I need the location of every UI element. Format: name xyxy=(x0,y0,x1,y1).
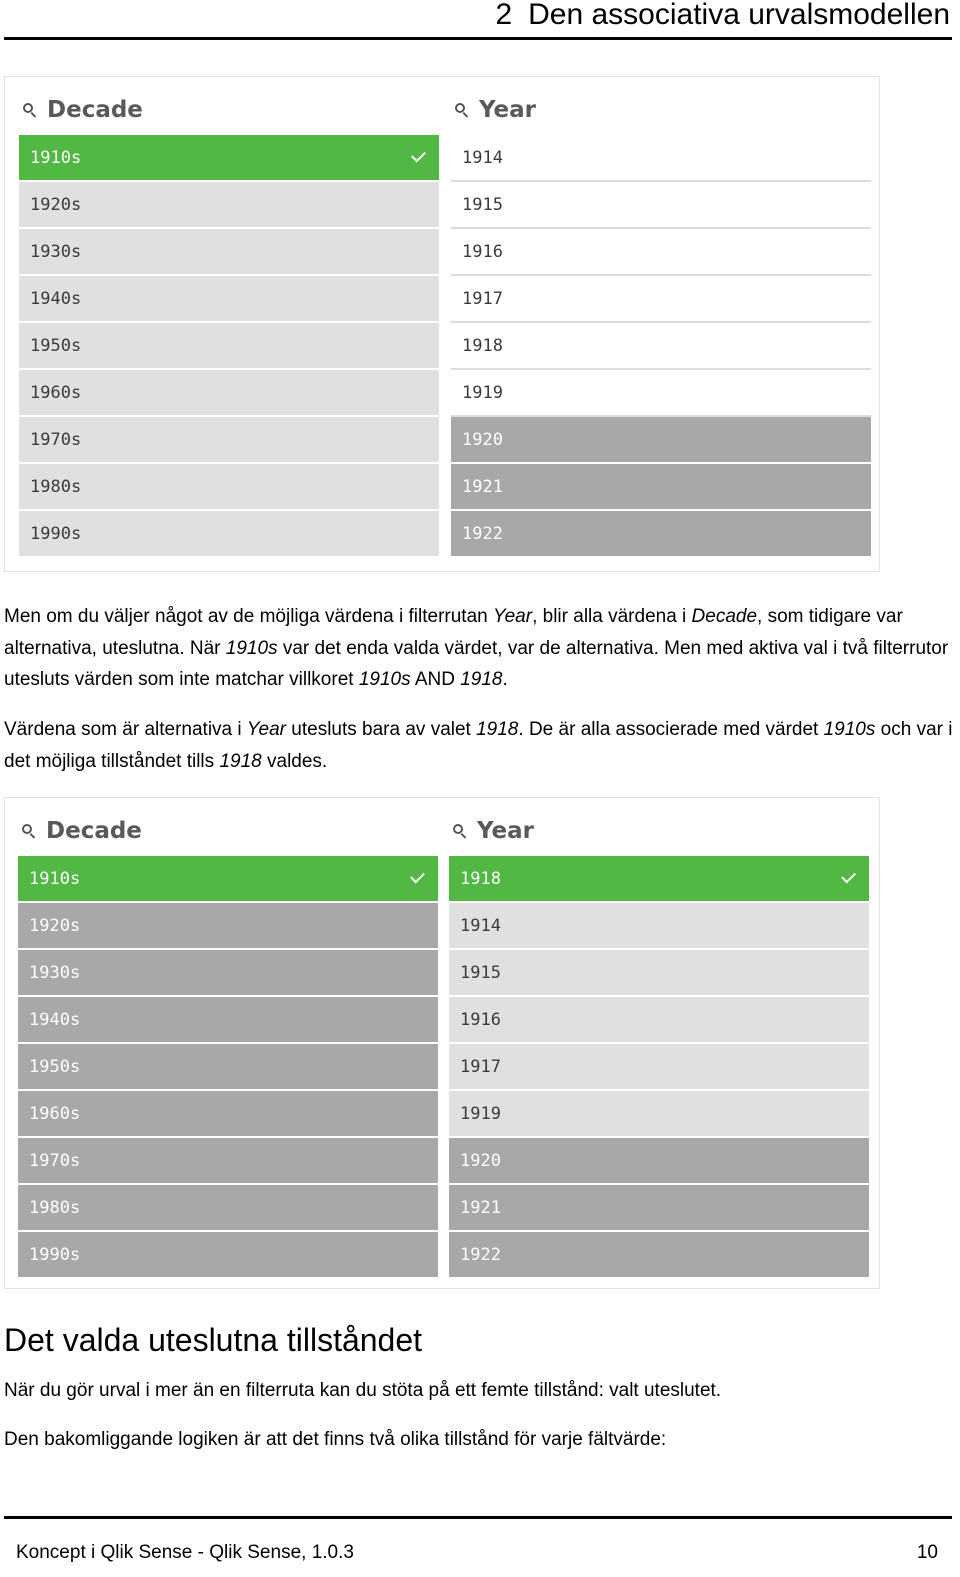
list-item-label: 1914 xyxy=(460,915,501,936)
list-item-excluded[interactable] xyxy=(18,997,438,1042)
list-item-label: 1914 xyxy=(462,147,503,168)
list-item-possible[interactable] xyxy=(19,464,439,509)
list-item-label: 1918 xyxy=(462,335,503,356)
footer-divider xyxy=(4,1516,952,1519)
list-item-label: 1920s xyxy=(30,194,82,215)
list-item-label: 1960s xyxy=(30,382,82,403)
list-item-possible[interactable] xyxy=(449,1091,869,1136)
chapter-heading xyxy=(495,0,950,32)
text: utesluts bara av valet xyxy=(286,719,477,740)
text: var det enda valda värdet, var de alternativa. Men med aktiva val i två filterrutor utesluts värden som inte matchar villkoret xyxy=(4,637,949,690)
text: Men om du väljer något av de möjliga värdena i filterrutan xyxy=(4,606,493,627)
filter-panel-screenshot-1 xyxy=(4,76,880,572)
list-item-label: 1980s xyxy=(30,476,82,497)
list-item-excluded[interactable] xyxy=(451,464,871,509)
chapter-title: Den associativa urvalsmodellen xyxy=(528,0,950,31)
list-item-label: 1970s xyxy=(29,1150,81,1171)
chapter-number: 2 xyxy=(495,0,513,31)
list-item-label: 1916 xyxy=(462,241,503,262)
decade-pane-header xyxy=(22,814,142,848)
list-item-selected[interactable] xyxy=(19,135,439,180)
list-item-excluded[interactable] xyxy=(449,1232,869,1277)
list-item-label: 1919 xyxy=(460,1103,501,1124)
list-item-possible[interactable] xyxy=(449,903,869,948)
checkmark-icon xyxy=(411,148,426,163)
field-value: 1918 xyxy=(476,719,519,740)
search-icon[interactable] xyxy=(22,824,36,838)
list-item-label: 1940s xyxy=(30,288,82,309)
list-item-possible[interactable] xyxy=(19,276,439,321)
section-paragraph-1: När du gör urval i mer än en filterruta kan du stöta på ett femte tillstånd: valt uteslutet. xyxy=(4,1380,722,1401)
year-values-list xyxy=(449,856,869,1279)
search-icon[interactable] xyxy=(453,824,467,838)
list-item-excluded[interactable] xyxy=(18,950,438,995)
list-item-label: 1915 xyxy=(460,962,501,983)
list-item-excluded[interactable] xyxy=(449,1138,869,1183)
list-item-white[interactable] xyxy=(451,135,871,182)
list-item-white[interactable] xyxy=(451,370,871,417)
checkmark-icon xyxy=(841,869,856,884)
page-header xyxy=(4,0,952,40)
year-pane-header xyxy=(455,93,536,127)
list-item-label: 1921 xyxy=(462,476,503,497)
search-icon[interactable] xyxy=(23,103,37,117)
decade-values-list xyxy=(19,135,439,558)
field-value: 1918 xyxy=(460,669,503,690)
section-heading: Det valda uteslutna tillståndet xyxy=(4,1322,423,1358)
year-pane-title: Year xyxy=(479,97,537,123)
list-item-label: 1920s xyxy=(29,915,81,936)
paragraph-1 xyxy=(4,601,954,696)
list-item-label: 1980s xyxy=(29,1197,81,1218)
list-item-label: 1917 xyxy=(460,1056,501,1077)
list-item-label: 1990s xyxy=(29,1244,81,1265)
list-item-label: 1950s xyxy=(29,1056,81,1077)
list-item-label: 1990s xyxy=(30,523,82,544)
list-item-excluded[interactable] xyxy=(449,1185,869,1230)
list-item-label: 1930s xyxy=(29,962,81,983)
checkmark-icon xyxy=(410,869,425,884)
text: , som tidigare var alternativa, uteslutna. När xyxy=(4,606,903,659)
list-item-excluded[interactable] xyxy=(451,417,871,462)
list-item-label: 1919 xyxy=(462,382,503,403)
text: , blir alla värdena i xyxy=(532,606,692,627)
list-item-label: 1910s xyxy=(29,868,81,889)
decade-values-list xyxy=(18,856,438,1279)
list-item-possible[interactable] xyxy=(19,370,439,415)
list-item-white[interactable] xyxy=(451,323,871,370)
list-item-excluded[interactable] xyxy=(18,1138,438,1183)
list-item-label: 1921 xyxy=(460,1197,501,1218)
field-value: 1910s xyxy=(823,719,876,740)
list-item-label: 1950s xyxy=(30,335,82,356)
year-pane-header xyxy=(453,814,534,848)
list-item-possible[interactable] xyxy=(449,1044,869,1089)
list-item-label: 1922 xyxy=(460,1244,501,1265)
decade-pane-title: Decade xyxy=(46,818,142,844)
list-item-label: 1920 xyxy=(462,429,503,450)
field-value: 1910s xyxy=(225,637,278,659)
list-item-label: 1970s xyxy=(30,429,82,450)
list-item-label: 1920 xyxy=(460,1150,501,1171)
year-pane-title: Year xyxy=(477,818,535,844)
filter-panel-screenshot-2 xyxy=(4,797,880,1289)
paragraph-2 xyxy=(4,714,954,777)
list-item-excluded[interactable] xyxy=(451,511,871,556)
list-item-excluded[interactable] xyxy=(18,1232,438,1277)
list-item-white[interactable] xyxy=(451,182,871,229)
list-item-label: 1916 xyxy=(460,1009,501,1030)
text: och var i det möjliga tillståndet tills xyxy=(4,719,953,772)
list-item-selected[interactable] xyxy=(449,856,869,901)
list-item-label: 1940s xyxy=(29,1009,81,1030)
text: . xyxy=(502,669,508,690)
list-item-label: 1917 xyxy=(462,288,503,309)
text: Värdena som är alternativa i xyxy=(4,719,247,740)
list-item-excluded[interactable] xyxy=(18,1044,438,1089)
field-value: 1910s xyxy=(358,669,411,690)
list-item-white[interactable] xyxy=(451,229,871,276)
list-item-possible[interactable] xyxy=(19,182,439,227)
list-item-possible[interactable] xyxy=(19,323,439,368)
list-item-label: 1922 xyxy=(462,523,503,544)
list-item-excluded[interactable] xyxy=(18,1185,438,1230)
field-name: Decade xyxy=(691,606,758,627)
list-item-possible[interactable] xyxy=(19,417,439,462)
list-item-label: 1918 xyxy=(460,868,501,889)
text: . De är alla associerade med värdet xyxy=(518,719,824,740)
list-item-white[interactable] xyxy=(451,276,871,323)
list-item-excluded[interactable] xyxy=(18,903,438,948)
text: AND xyxy=(410,669,461,690)
field-name: Year xyxy=(246,719,286,740)
decade-pane-header xyxy=(23,93,143,127)
list-item-label: 1910s xyxy=(30,147,82,168)
section-paragraph-2: Den bakomliggande logiken är att det finns två olika tillstånd för varje fältvärde: xyxy=(4,1429,667,1450)
decade-pane-title: Decade xyxy=(47,97,143,123)
search-icon[interactable] xyxy=(455,103,469,117)
list-item-possible[interactable] xyxy=(19,229,439,274)
list-item-possible[interactable] xyxy=(449,950,869,995)
list-item-label: 1960s xyxy=(29,1103,81,1124)
list-item-label: 1915 xyxy=(462,194,503,215)
year-values-list xyxy=(451,135,871,558)
list-item-selected[interactable] xyxy=(18,856,438,901)
list-item-possible[interactable] xyxy=(19,511,439,556)
list-item-label: 1930s xyxy=(30,241,82,262)
list-item-excluded[interactable] xyxy=(18,1091,438,1136)
footer-document-title: Koncept i Qlik Sense - Qlik Sense, 1.0.3 xyxy=(16,1542,354,1563)
field-value: 1918 xyxy=(219,750,262,772)
list-item-possible[interactable] xyxy=(449,997,869,1042)
field-name: Year xyxy=(492,606,533,627)
page-number: 10 xyxy=(916,1542,938,1563)
text: valdes. xyxy=(261,750,328,772)
